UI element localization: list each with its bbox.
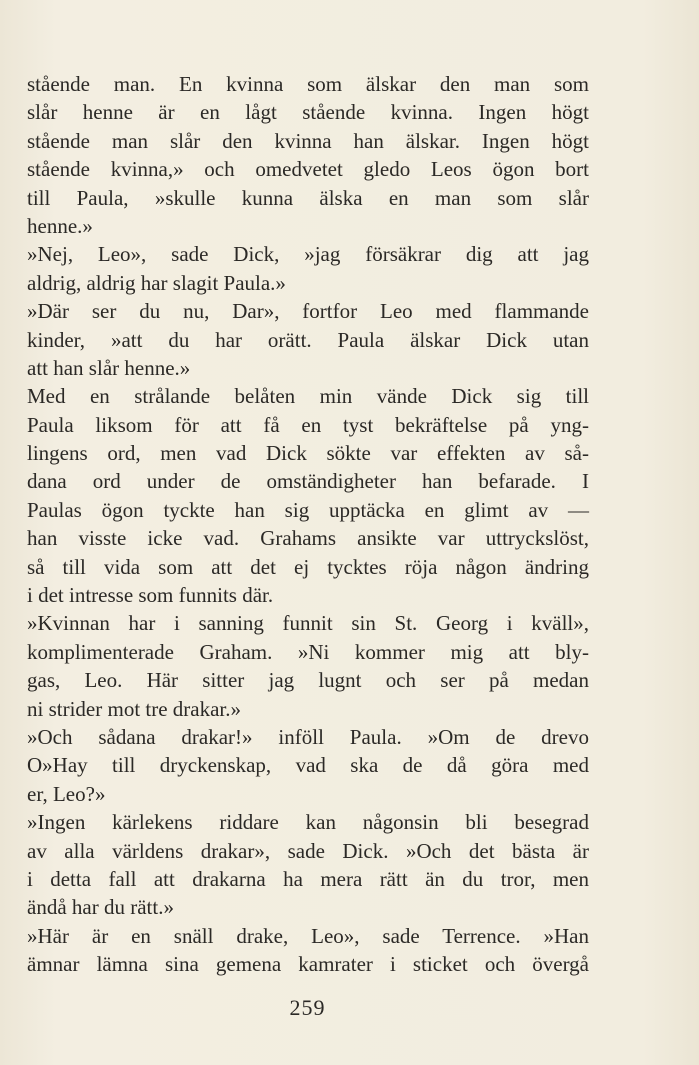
text-line: »Ingen kärlekens riddare kan någonsin bli besegrad: [27, 810, 589, 835]
text-line: O»Hay till dryckenskap, vad ska de då göra med: [27, 753, 589, 778]
text-line: ändå har du rätt.»: [27, 895, 174, 920]
text-line: »Nej, Leo», sade Dick, »jag försäkrar dig att jag: [27, 242, 589, 267]
text-line: »Där ser du nu, Dar», fortfor Leo med flammande: [27, 299, 589, 324]
text-line: stående man. En kvinna som älskar den man som: [27, 72, 589, 96]
text-line: gas, Leo. Här sitter jag lugnt och ser på medan: [27, 668, 589, 693]
text-line: »Och sådana drakar!» inföll Paula. »Om de drevo: [27, 724, 589, 749]
body-text: [27, 70, 589, 979]
text-line: till Paula, »skulle kunna älska en man som slår: [27, 185, 589, 210]
text-line: »Kvinnan har i sanning funnit sin St. Georg i kväll»,: [27, 611, 589, 636]
text-line: dana ord under de omständigheter han befarade. I: [27, 469, 589, 494]
text-line: Med en strålande belåten min vände Dick sig till: [27, 384, 589, 409]
text-line: så till vida som att det ej tycktes röja någon ändring: [27, 554, 589, 579]
text-line: i detta fall att drakarna ha mera rätt än du tror, men: [27, 866, 589, 891]
text-line: ämnar lämna sina gemena kamrater i sticket och övergå: [27, 952, 589, 977]
text-line: Paulas ögon tyckte han sig upptäcka en glimt av —: [27, 497, 589, 522]
text-line: lingens ord, men vad Dick sökte var effekten av så-: [27, 441, 589, 466]
text-line: slår henne är en lågt stående kvinna. Ingen högt: [27, 100, 589, 125]
text-line: av alla världens drakar», sade Dick. »Och det bästa är: [27, 838, 589, 863]
text-line: kinder, »att du har orätt. Paula älskar Dick utan: [27, 327, 589, 352]
text-line: komplimenterade Graham. »Ni kommer mig att bly-: [27, 639, 589, 664]
text-line: stående man slår den kvinna han älskar. Ingen högt: [27, 128, 589, 153]
page-number: 259: [289, 995, 326, 1020]
text-line: stående kvinna,» och omedvetet gledo Leos ögon bort: [27, 157, 589, 182]
text-line: i det intresse som funnits där.: [27, 583, 274, 608]
text-line: Paula liksom för att få en tyst bekräftelse på yng-: [27, 412, 589, 437]
text-line: han visste icke vad. Grahams ansikte var uttryckslöst,: [27, 526, 589, 551]
text-line: henne.»: [27, 213, 93, 238]
text-line: ni strider mot tre drakar.»: [27, 696, 242, 721]
text-line: att han slår henne.»: [27, 355, 191, 380]
text-line: aldrig, aldrig har slagit Paula.»: [27, 270, 286, 295]
text-line: »Här är en snäll drake, Leo», sade Terrence. »Han: [27, 923, 589, 948]
text-line: er, Leo?»: [27, 781, 106, 806]
